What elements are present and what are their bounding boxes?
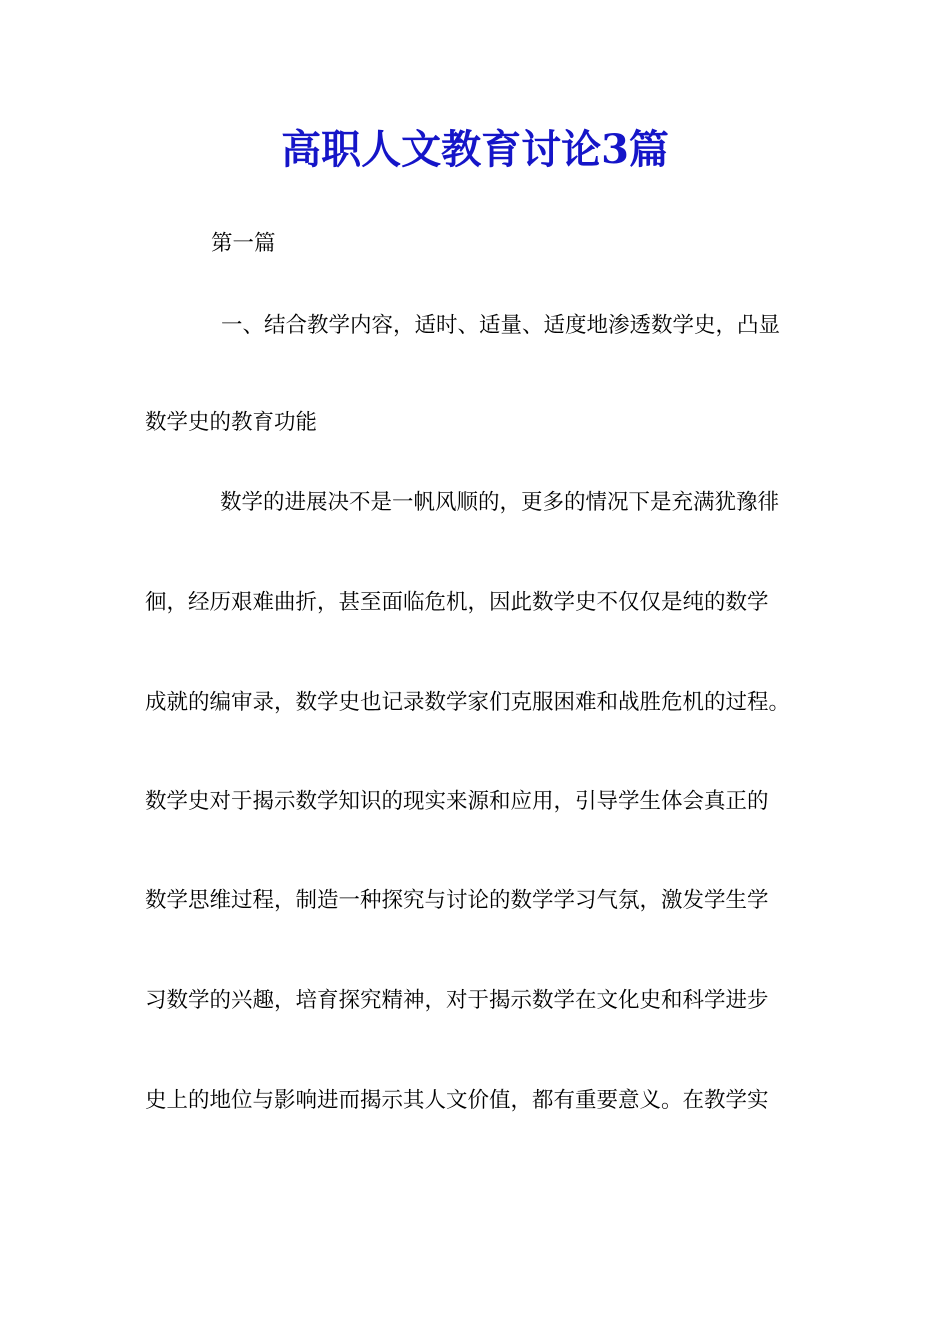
body-line-5: 数学思维过程，制造一种探究与讨论的数学学习气氛，激发学生学 xyxy=(145,888,769,913)
body-line-4: 数学史对于揭示数学知识的现实来源和应用，引导学生体会真正的 xyxy=(145,789,769,814)
body-line-1: 数学的进展决不是一帆风顺的，更多的情况下是充满犹豫徘 xyxy=(220,490,780,515)
body-line-6: 习数学的兴趣，培育探究精神，对于揭示数学在文化史和科学进步 xyxy=(145,988,769,1013)
heading-line-2: 数学史的教育功能 xyxy=(145,410,318,435)
body-line-7: 史上的地位与影响进而揭示其人文价值，都有重要意义。在教学实 xyxy=(145,1088,769,1113)
body-line-3: 成就的编审录，数学史也记录数学家们克服困难和战胜危机的过程。 xyxy=(145,690,791,715)
heading-line-1: 一、结合教学内容，适时、适量、适度地渗透数学史，凸显 xyxy=(221,313,781,338)
section-label: 第一篇 xyxy=(211,231,276,256)
document-title: 高职人文教育讨论3篇 xyxy=(281,126,669,173)
body-line-2: 徊，经历艰难曲折，甚至面临危机，因此数学史不仅仅是纯的数学 xyxy=(145,590,769,615)
